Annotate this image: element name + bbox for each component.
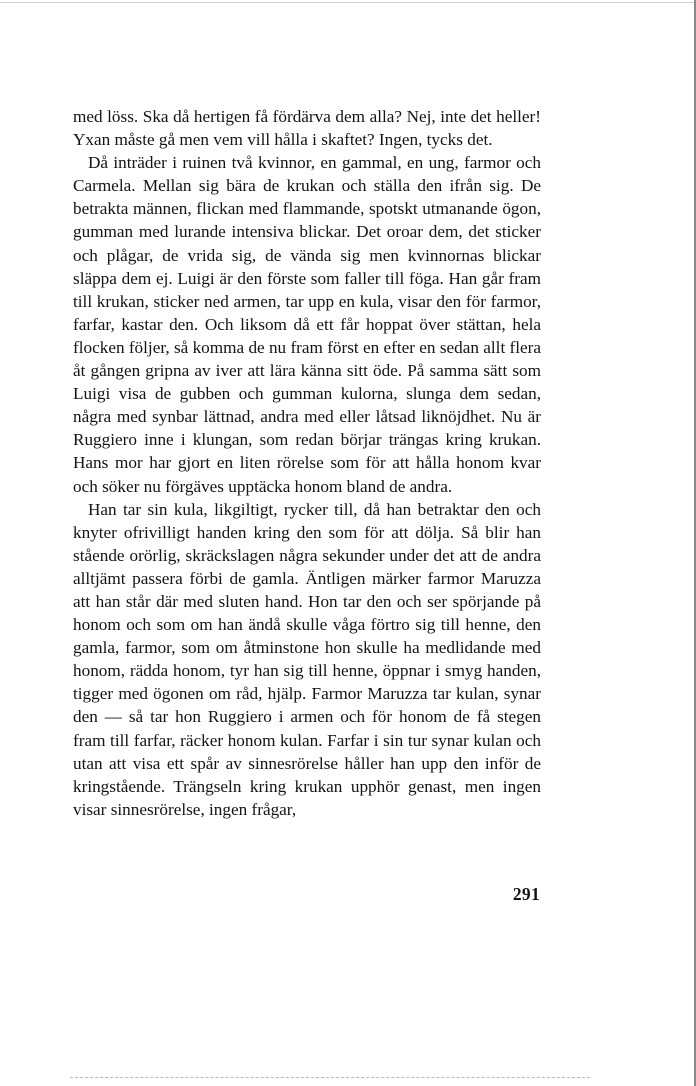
page-number: 291 [512, 884, 540, 904]
paragraph-ruggiero: Han tar sin kula, likgiltigt, rycker till, då han betraktar den och knyter ofrivilligt handen kring den som för att dölja. Så blir han stående orörlig, skräckslagen några sekunder under det att de andra alltjämt passera förbi de gamla. Äntligen märker farmor Maruzza att han står där med sluten hand. Hon tar den och ser spörjande på honom och som om han ändå skulle våga förtro sig till henne, den gamla, farmor, som om åtminstone hon skulle ha medlidande med honom, rädda honom, tyr han sig till henne, öppnar i smyg handen, tigger med ögonen om råd, hjälp. Farmor Maruzza tar kulan, synar den — så tar hon Ruggiero i armen och för honom de få stegen fram till farfar, räcker honom kulan. Farfar i sin tur synar kulan och utan att visa ett spår av sinnesrörelse håller han upp den inför de kringstående. Trängseln kring krukan upphör genast, men ingen visar sinnesrörelse, ingen frågar, [73, 499, 541, 819]
scan-top-edge [0, 2, 696, 3]
paragraph-continued: med löss. Ska då hertigen få fördärva dem alla? Nej, inte det heller! Yxan måste gå men vem vill hålla i skaftet? Ingen, tycks det. [73, 107, 541, 150]
scan-bottom-edge [70, 1077, 590, 1078]
body-text [73, 105, 541, 821]
paragraph-women-enter: Då inträder i ruinen två kvinnor, en gammal, en ung, farmor och Carmela. Mellan sig bära de krukan och ställa den ifrån sig. De betrakta männen, flickan med flammande, spotskt utmanande ögon, gumman med lurande intensiva blickar. Det oroar dem, det sticker och plågar, de vrida sig, de vända sig men kvinnornas blickar släppa dem ej. Luigi är den förste som faller till föga. Han går fram till krukan, sticker ned armen, tar upp en kula, visar den för farmor, farfar, kastar den. Och liksom då ett får hoppat över stättan, hela flocken följer, så komma de nu fram först en efter en sedan allt flera åt gången gripna av iver att lära känna sitt öde. På samma sätt som Luigi visa de gubben och gumman kulorna, slunga dem sedan, några med synbar lättnad, andra med eller låtsad liknöjdhet. Nu är Ruggiero inne i klungan, som redan börjar trängas kring krukan. Hans mor har gjort en liten rörelse som för att hålla honom kvar och söker nu förgäves upptäcka honom bland de andra. [73, 153, 541, 496]
